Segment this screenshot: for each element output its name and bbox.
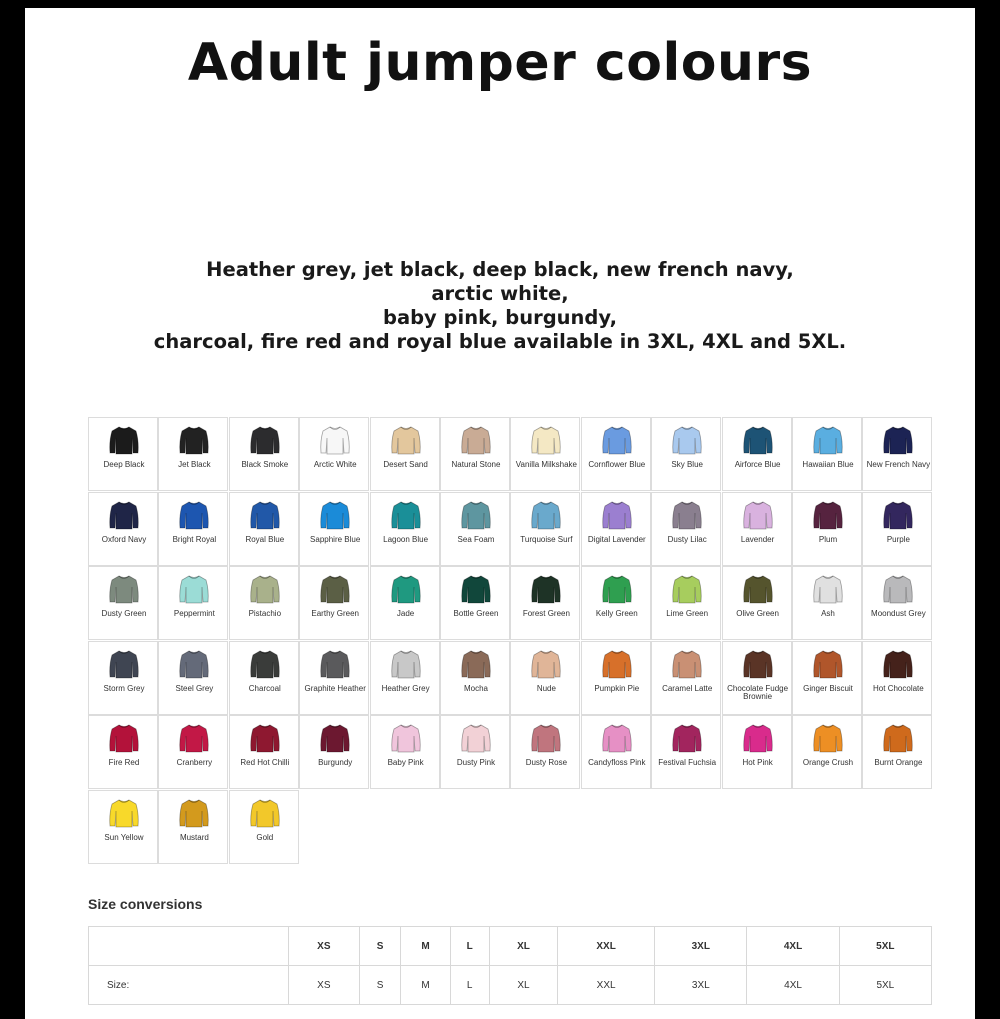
colour-swatch	[88, 790, 158, 864]
colour-name: Hot Chocolate	[873, 683, 924, 693]
jumper-icon	[319, 499, 351, 531]
jumper-icon	[178, 797, 210, 829]
colour-swatch	[510, 492, 580, 566]
colour-name: Black Smoke	[241, 460, 289, 469]
header-cell: XS	[289, 927, 360, 966]
colour-swatch	[229, 790, 299, 864]
colour-name: Fire Red	[108, 758, 140, 768]
product-sheet	[25, 8, 975, 1019]
table-cell: XS	[289, 966, 360, 1005]
jumper-icon	[460, 648, 492, 680]
colour-swatch	[299, 417, 369, 491]
jumper-icon	[530, 722, 562, 754]
colour-name: Turquoise Surf	[520, 534, 573, 544]
colour-swatch	[510, 641, 580, 715]
colour-name: Ginger Biscuit	[803, 683, 853, 693]
colour-swatch	[510, 715, 580, 789]
jumper-icon	[178, 648, 210, 680]
colour-name: Natural Stone	[451, 460, 501, 469]
colour-name: Orange Crush	[802, 758, 854, 768]
size-conversions-heading: Size conversions	[88, 896, 203, 912]
colour-name: Caramel Latte	[662, 683, 713, 693]
jumper-icon	[742, 722, 774, 754]
colour-name: Chocolate Fudge Brownie	[727, 683, 789, 702]
jumper-icon	[108, 648, 140, 680]
header-cell: M	[401, 927, 450, 966]
colour-name: Lagoon Blue	[383, 534, 429, 544]
colour-name: Baby Pink	[387, 758, 424, 768]
colour-name: Graphite Heather	[304, 683, 366, 693]
colour-name: Hawaiian Blue	[802, 460, 854, 469]
colour-name: Lime Green	[666, 609, 709, 619]
colour-name: Moondust Grey	[871, 609, 926, 619]
colour-name: Pumpkin Pie	[594, 683, 640, 693]
colour-name: Bottle Green	[453, 609, 499, 619]
colour-name: Mocha	[463, 683, 488, 693]
colour-swatch	[440, 417, 510, 491]
colour-swatch	[722, 417, 792, 491]
colour-name: Royal Blue	[245, 534, 285, 544]
colour-name: Purple	[886, 534, 910, 544]
colour-name: Sun Yellow	[104, 833, 144, 842]
colour-swatch	[229, 417, 299, 491]
colour-swatch	[792, 715, 862, 789]
colour-name: Deep Black	[103, 460, 145, 469]
colour-name: Nude	[536, 683, 556, 693]
table-cell: 3XL	[655, 966, 747, 1005]
colour-swatch	[722, 715, 792, 789]
header-cell: 4XL	[747, 927, 839, 966]
colour-name: Vanilla Milkshake	[515, 460, 577, 469]
jumper-icon	[742, 499, 774, 531]
jumper-icon	[812, 648, 844, 680]
jumper-icon	[460, 573, 492, 605]
table-cell: 5XL	[839, 966, 931, 1005]
colour-swatch	[510, 566, 580, 640]
colour-name: Sapphire Blue	[310, 534, 361, 544]
table-cell: L	[450, 966, 489, 1005]
colour-swatch	[440, 492, 510, 566]
jumper-icon	[249, 573, 281, 605]
colour-swatch	[862, 715, 932, 789]
colour-name: Forest Green	[522, 609, 570, 619]
colour-swatch	[370, 492, 440, 566]
jumper-icon	[530, 648, 562, 680]
colour-name: Kelly Green	[595, 609, 638, 619]
jumper-icon	[812, 722, 844, 754]
colour-name: New French Navy	[866, 460, 931, 469]
colour-swatch	[862, 492, 932, 566]
colour-swatch	[299, 492, 369, 566]
colour-name: Mustard	[179, 833, 209, 842]
colour-swatch	[792, 641, 862, 715]
jumper-icon	[742, 424, 774, 456]
colour-swatch	[510, 417, 580, 491]
jumper-icon	[530, 573, 562, 605]
colour-name: Heather Grey	[381, 683, 430, 693]
jumper-icon	[390, 722, 422, 754]
colour-swatch	[792, 566, 862, 640]
colour-swatch	[88, 492, 158, 566]
note-line: arctic white,	[431, 282, 569, 305]
jumper-icon	[178, 722, 210, 754]
table-header-row	[89, 927, 932, 966]
colour-swatch	[792, 492, 862, 566]
colour-name: Cranberry	[176, 758, 213, 768]
note-line: baby pink, burgundy,	[382, 306, 617, 329]
colour-name: Bright Royal	[172, 534, 217, 544]
jumper-icon	[601, 573, 633, 605]
colour-swatch	[88, 417, 158, 491]
header-cell: 3XL	[655, 927, 747, 966]
jumper-icon	[601, 722, 633, 754]
colour-swatch	[440, 715, 510, 789]
colour-name: Earthy Green	[311, 609, 359, 619]
colour-name: Red Hot Chilli	[240, 758, 290, 768]
colour-swatch	[299, 566, 369, 640]
colour-swatch	[651, 715, 721, 789]
colour-name: Candyfloss Pink	[588, 758, 646, 768]
jumper-icon	[390, 573, 422, 605]
colour-swatch	[862, 417, 932, 491]
jumper-icon	[601, 499, 633, 531]
jumper-icon	[249, 797, 281, 829]
availability-note	[25, 258, 975, 354]
jumper-icon	[671, 648, 703, 680]
jumper-icon	[812, 499, 844, 531]
header-cell	[89, 927, 289, 966]
table-cell: 4XL	[747, 966, 839, 1005]
colour-swatch	[581, 417, 651, 491]
colour-swatch	[158, 566, 228, 640]
colour-name: Peppermint	[173, 609, 215, 619]
colour-swatch	[581, 566, 651, 640]
jumper-icon	[601, 648, 633, 680]
colour-swatch	[370, 566, 440, 640]
colour-swatch	[229, 566, 299, 640]
jumper-icon	[249, 648, 281, 680]
jumper-icon	[249, 424, 281, 456]
colour-swatch	[229, 492, 299, 566]
colour-swatch	[440, 641, 510, 715]
jumper-icon	[671, 722, 703, 754]
page-title: Adult jumper colours	[187, 33, 813, 93]
colour-name: Jade	[396, 609, 415, 619]
colour-swatch	[158, 417, 228, 491]
colour-name: Pistachio	[248, 609, 282, 619]
colour-swatch	[299, 641, 369, 715]
colour-name: Dusty Lilac	[667, 534, 707, 544]
jumper-icon	[530, 424, 562, 456]
colour-swatch	[370, 417, 440, 491]
colour-name: Hot Pink	[742, 758, 773, 768]
colour-name: Ash	[821, 609, 835, 619]
colour-name: Jet Black	[178, 460, 211, 469]
colour-swatch	[158, 641, 228, 715]
jumper-icon	[812, 573, 844, 605]
colour-swatch	[722, 641, 792, 715]
colour-swatch	[158, 492, 228, 566]
colour-name: Charcoal	[248, 683, 281, 693]
jumper-icon	[530, 499, 562, 531]
table-row	[89, 966, 932, 1005]
jumper-icon	[108, 499, 140, 531]
colour-name: Digital Lavender	[587, 534, 646, 544]
jumper-icon	[178, 499, 210, 531]
colour-name: Burnt Orange	[874, 758, 923, 768]
colour-swatch	[581, 641, 651, 715]
jumper-icon	[390, 424, 422, 456]
jumper-icon	[882, 424, 914, 456]
jumper-icon	[249, 722, 281, 754]
colour-swatch	[440, 566, 510, 640]
colour-swatch	[299, 715, 369, 789]
colour-name: Arctic White	[313, 460, 357, 469]
colour-name: Desert Sand	[383, 460, 428, 469]
jumper-icon	[319, 722, 351, 754]
jumper-icon	[882, 573, 914, 605]
colour-swatch	[88, 715, 158, 789]
jumper-icon	[671, 499, 703, 531]
colour-swatch	[722, 492, 792, 566]
colour-swatch	[158, 790, 228, 864]
colour-name: Sky Blue	[671, 460, 703, 469]
note-line: Heather grey, jet black, deep black, new french navy,	[206, 258, 794, 281]
table-cell: S	[359, 966, 401, 1005]
header-cell: 5XL	[839, 927, 931, 966]
colour-swatch	[229, 715, 299, 789]
jumper-icon	[460, 424, 492, 456]
colour-name: Dusty Rose	[525, 758, 568, 768]
table-cell: XL	[489, 966, 557, 1005]
header-cell: XL	[489, 927, 557, 966]
colour-swatch	[862, 566, 932, 640]
size-conversion-table	[88, 926, 932, 1005]
colour-swatch	[158, 715, 228, 789]
colour-swatch	[88, 641, 158, 715]
colour-swatch	[651, 417, 721, 491]
header-cell: XXL	[558, 927, 655, 966]
jumper-icon	[742, 573, 774, 605]
jumper-icon	[390, 648, 422, 680]
table-cell: XXL	[558, 966, 655, 1005]
colour-name: Sea Foam	[457, 534, 495, 544]
colour-swatch	[581, 715, 651, 789]
jumper-icon	[460, 499, 492, 531]
jumper-icon	[882, 722, 914, 754]
table-cell: M	[401, 966, 450, 1005]
jumper-icon	[319, 424, 351, 456]
jumper-icon	[319, 648, 351, 680]
jumper-icon	[460, 722, 492, 754]
colour-name: Airforce Blue	[734, 460, 781, 469]
jumper-icon	[108, 797, 140, 829]
colour-swatch	[651, 492, 721, 566]
note-line: charcoal, fire red and royal blue available in 3XL, 4XL and 5XL.	[153, 330, 847, 353]
colour-swatch	[792, 417, 862, 491]
jumper-icon	[812, 424, 844, 456]
colour-name: Dusty Pink	[456, 758, 496, 768]
colour-name: Storm Grey	[103, 683, 145, 693]
jumper-icon	[178, 424, 210, 456]
colour-swatch	[581, 492, 651, 566]
jumper-icon	[108, 573, 140, 605]
colour-name: Steel Grey	[175, 683, 214, 693]
jumper-icon	[390, 499, 422, 531]
colour-name: Dusty Green	[101, 609, 147, 619]
jumper-icon	[319, 573, 351, 605]
colour-swatch	[651, 566, 721, 640]
colour-name: Lavender	[740, 534, 775, 544]
jumper-icon	[671, 424, 703, 456]
colour-name: Burgundy	[318, 758, 353, 768]
colour-swatch	[370, 715, 440, 789]
colour-swatch	[88, 566, 158, 640]
jumper-icon	[249, 499, 281, 531]
colour-swatch	[229, 641, 299, 715]
header-cell: S	[359, 927, 401, 966]
colour-name: Cornflower Blue	[588, 460, 646, 469]
jumper-icon	[601, 424, 633, 456]
table-cell: Size:	[89, 966, 289, 1005]
jumper-icon	[178, 573, 210, 605]
header-cell: L	[450, 927, 489, 966]
jumper-icon	[108, 424, 140, 456]
jumper-icon	[882, 499, 914, 531]
colour-name: Olive Green	[736, 609, 779, 619]
colour-name: Festival Fuchsia	[658, 758, 717, 768]
jumper-icon	[671, 573, 703, 605]
colour-name: Plum	[818, 534, 838, 544]
jumper-icon	[742, 648, 774, 680]
jumper-icon	[108, 722, 140, 754]
colour-name: Gold	[256, 833, 274, 842]
jumper-icon	[882, 648, 914, 680]
colour-swatch	[722, 566, 792, 640]
colour-swatch	[862, 641, 932, 715]
colour-name: Oxford Navy	[101, 534, 147, 544]
colour-swatch	[651, 641, 721, 715]
colour-swatch	[370, 641, 440, 715]
